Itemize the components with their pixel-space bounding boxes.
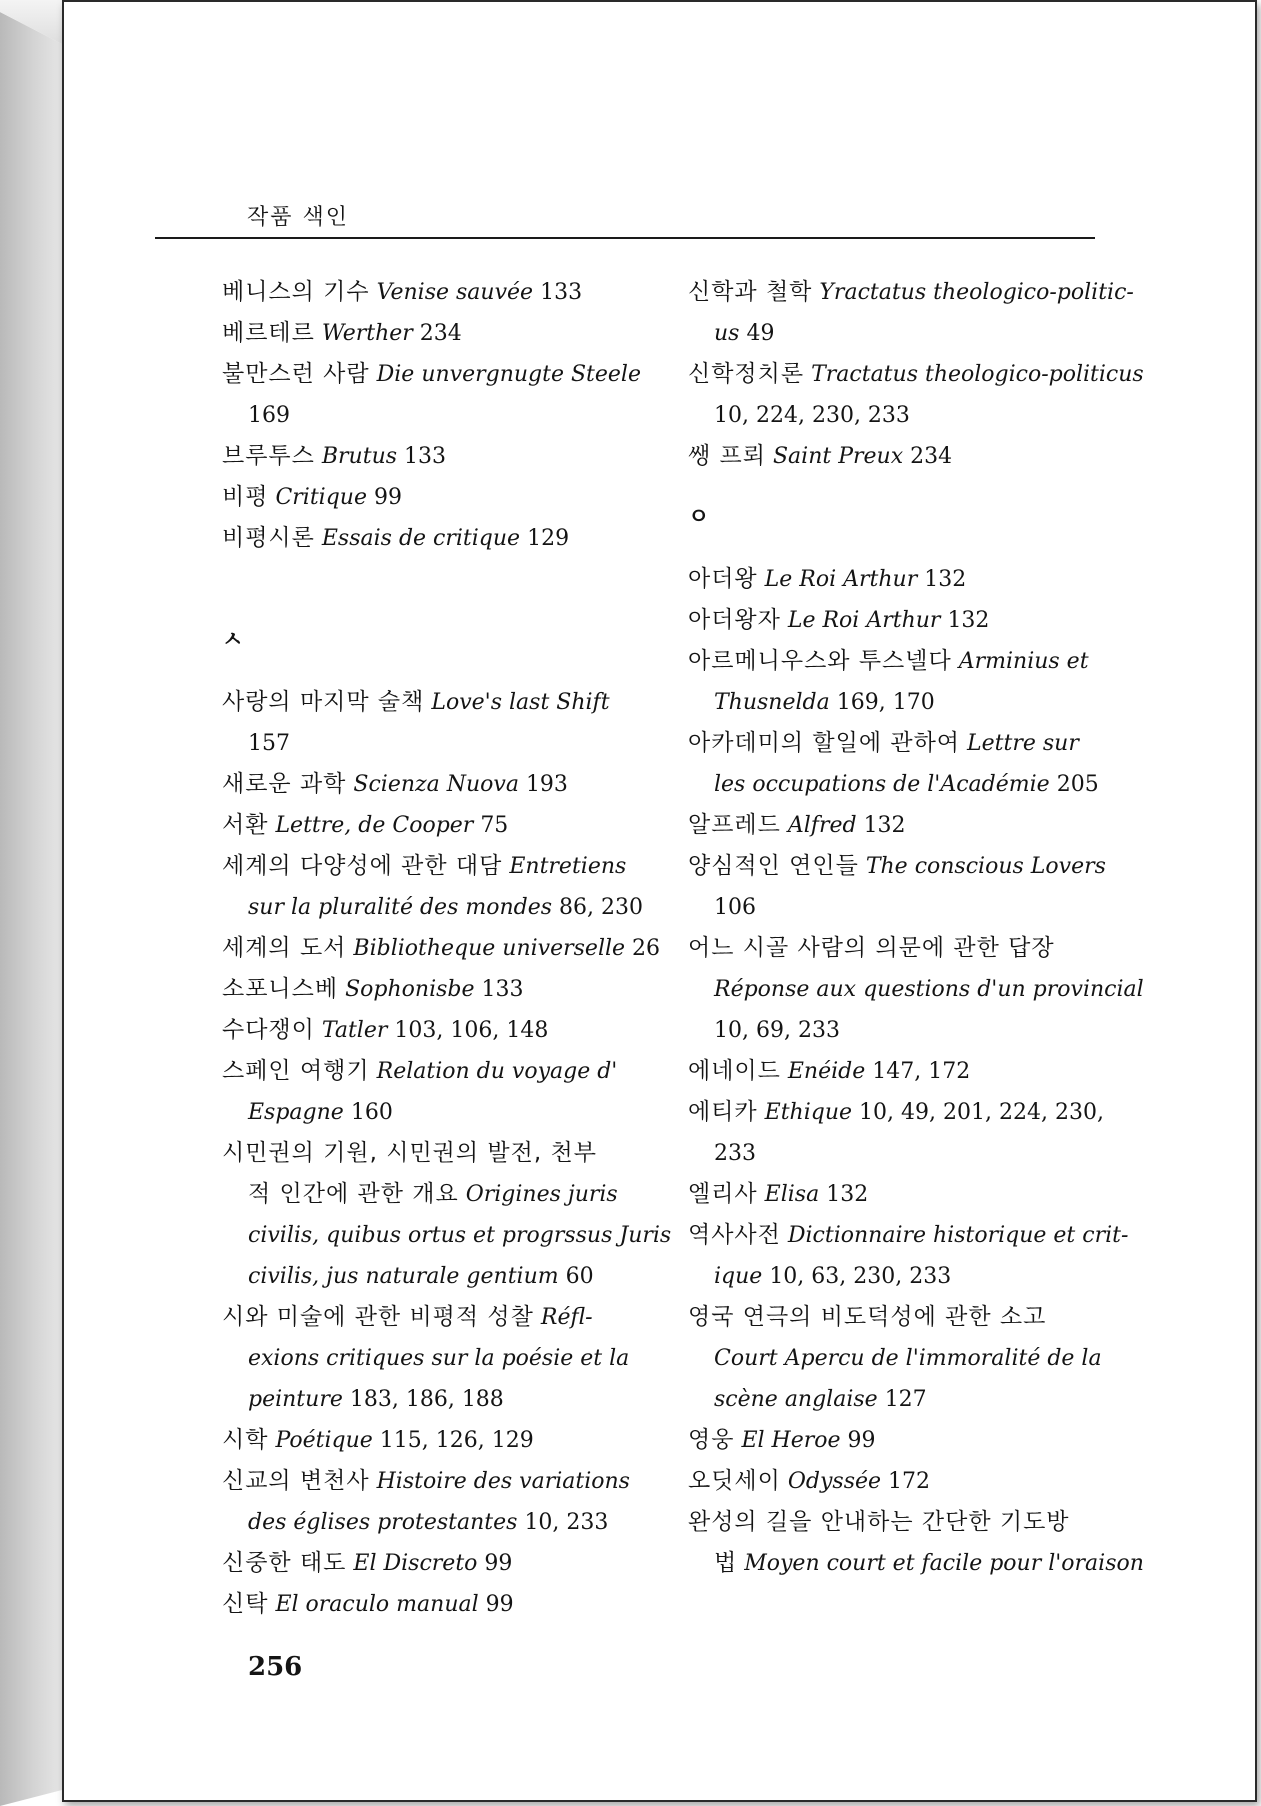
korean-title: 신학정치론 (688, 361, 805, 387)
page-references: 132 (863, 813, 906, 838)
original-title: civilis, jus naturale gentium (248, 1264, 559, 1289)
page-references: 10, 69, 233 (714, 1018, 840, 1043)
page-references: 169 (248, 403, 290, 428)
original-title: Tatler (321, 1018, 388, 1043)
index-entry-line (222, 1133, 632, 1174)
index-entry (222, 764, 632, 805)
index-entry (222, 1461, 632, 1543)
index-entry-line (222, 1379, 632, 1420)
index-entry-line (222, 436, 632, 477)
section-letter-siot: ㅅ (222, 628, 244, 653)
index-entry (688, 1502, 1144, 1584)
original-title: Ethique (764, 1100, 853, 1125)
korean-title: 쌩 프뢰 (688, 443, 766, 469)
index-entry (688, 600, 1100, 641)
original-title: Réfl- (540, 1305, 593, 1330)
index-entry-line (688, 1297, 1100, 1338)
index-entry (688, 272, 1134, 354)
index-entry-line (688, 1379, 1100, 1420)
original-title: Die unvergnugte Steele (376, 362, 641, 387)
page-references: 49 (746, 321, 775, 346)
original-title: sur la pluralité des mondes (248, 895, 553, 920)
korean-title: 베니스의 기수 (222, 279, 370, 305)
original-title: Essais de critique (321, 526, 521, 551)
index-entry-line (222, 805, 632, 846)
original-title: Scienza Nuova (353, 772, 519, 797)
korean-title: 영웅 (688, 1427, 735, 1453)
right-column (688, 272, 1144, 1584)
korean-title: 베르테르 (222, 320, 315, 346)
index-entry-line (222, 723, 632, 764)
korean-title: 소포니스베 (222, 976, 339, 1002)
right-entries-section (688, 559, 1144, 1584)
index-entry-line (688, 764, 1100, 805)
index-entry-line (222, 1338, 632, 1379)
korean-title: 오딧세이 (688, 1468, 781, 1494)
original-title: Court Apercu de l'immoralité de la (714, 1346, 1102, 1371)
index-entry (222, 1543, 632, 1584)
left-column (222, 272, 672, 1625)
original-title: les occupations de l'Académie (714, 772, 1050, 797)
korean-title: 적 인간에 관한 개요 (248, 1181, 459, 1207)
original-title: El Heroe (741, 1428, 841, 1453)
index-entry-line (222, 313, 632, 354)
korean-title: 스페인 여행기 (222, 1058, 370, 1084)
index-entry (222, 477, 632, 518)
left-entries-top (222, 272, 641, 559)
page-references: 183, 186, 188 (349, 1387, 504, 1412)
korean-title: 역사사전 (688, 1222, 781, 1248)
index-entry-line (688, 272, 1134, 313)
index-entry-line (688, 641, 1100, 682)
korean-title: 아르메니우스와 투스넬다 (688, 648, 952, 674)
korean-title: 시민권의 기원, 시민권의 발전, 천부 (222, 1140, 597, 1166)
page-references: 132 (826, 1182, 869, 1207)
original-title: ique (714, 1264, 763, 1289)
index-entry-line (222, 928, 661, 969)
index-entry (222, 682, 632, 764)
index-entry (688, 1092, 1104, 1174)
index-entry-line (222, 1215, 672, 1256)
page-references: 99 (373, 485, 402, 510)
korean-title: 새로운 과학 (222, 771, 347, 797)
original-title: Le Roi Arthur (787, 608, 941, 633)
korean-title: 법 (714, 1550, 738, 1576)
index-entry-line (222, 887, 643, 928)
page-references: 132 (947, 608, 990, 633)
page-references: 133 (540, 280, 583, 305)
page-references: 60 (565, 1264, 594, 1289)
index-entry-line (688, 1338, 1100, 1379)
index-entry-line (222, 969, 632, 1010)
original-title: Arminius et (958, 649, 1089, 674)
index-entry-line (688, 1215, 1129, 1256)
index-entry-line (688, 559, 1100, 600)
index-entry-line (688, 1010, 1100, 1051)
original-title: Poétique (275, 1428, 373, 1453)
original-title: Odyssée (787, 1469, 882, 1494)
original-title: exions critiques sur la poésie et la (248, 1346, 630, 1371)
index-entry-line (222, 1092, 632, 1133)
original-title: Entretiens (509, 854, 627, 879)
index-entry (688, 641, 1100, 723)
index-entry (688, 805, 1100, 846)
index-entry (222, 846, 643, 928)
korean-title: 알프레드 (688, 812, 781, 838)
index-entry (222, 354, 641, 436)
korean-title: 서환 (222, 812, 269, 838)
korean-title: 시와 미술에 관한 비평적 성찰 (222, 1304, 534, 1330)
korean-title: 비평시론 (222, 525, 315, 551)
original-title: peinture (248, 1387, 343, 1412)
index-entry-line (222, 477, 632, 518)
index-entry (688, 559, 1100, 600)
original-title: Lettre sur (967, 731, 1079, 756)
original-title: Alfred (787, 813, 857, 838)
index-entry-line (222, 1174, 632, 1215)
page-number: 256 (248, 1652, 303, 1682)
index-entry-line (222, 1461, 632, 1502)
original-title: Lettre, de Cooper (275, 813, 474, 838)
original-title: Thusnelda (714, 690, 830, 715)
korean-title: 양심적인 연인들 (688, 853, 859, 879)
page-references: 99 (485, 1592, 514, 1617)
korean-title: 사랑의 마지막 술책 (222, 689, 425, 715)
original-title: Espagne (248, 1100, 344, 1125)
index-entry (688, 1297, 1100, 1420)
index-entry-line (688, 969, 1144, 1010)
page-references: 10, 63, 230, 233 (769, 1264, 952, 1289)
page-references: 133 (404, 444, 447, 469)
index-entry (688, 436, 1100, 477)
index-entry (222, 518, 632, 559)
page-references: 75 (480, 813, 509, 838)
header-title: 작품 색인 (247, 205, 350, 230)
original-title: Le Roi Arthur (764, 567, 918, 592)
original-title: Réponse aux questions d'un provincial (714, 977, 1144, 1002)
index-entry-line (222, 764, 632, 805)
index-entry (688, 1215, 1129, 1297)
korean-title: 신중한 태도 (222, 1550, 347, 1576)
korean-title: 브루투스 (222, 443, 315, 469)
index-entry-line (222, 1543, 632, 1584)
index-entry (688, 354, 1144, 436)
index-entry (222, 805, 632, 846)
running-header (155, 200, 1095, 239)
index-entry (688, 1051, 1100, 1092)
index-entry (688, 846, 1106, 928)
korean-title: 시학 (222, 1427, 269, 1453)
index-entry-line (688, 846, 1106, 887)
page-references: 234 (419, 321, 462, 346)
page-references: 169, 170 (836, 690, 935, 715)
index-entry-line (222, 846, 632, 887)
index-entry-line (222, 1051, 632, 1092)
page-references: 106 (714, 895, 756, 920)
page-references: 157 (248, 731, 290, 756)
korean-title: 아더왕 (688, 566, 758, 592)
index-entry-line (688, 805, 1100, 846)
index-entry-line (688, 1461, 1100, 1502)
original-title: Love's last Shift (431, 690, 610, 715)
korean-title: 신학과 철학 (688, 279, 813, 305)
index-entry-line (222, 1502, 632, 1543)
index-entry (688, 1174, 1100, 1215)
index-entry-line (222, 682, 632, 723)
page-references: 160 (350, 1100, 393, 1125)
index-entry-line (688, 1420, 1100, 1461)
original-title: Dictionnaire historique et crit- (787, 1223, 1129, 1248)
page-references: 193 (525, 772, 568, 797)
page-references: 132 (924, 567, 967, 592)
original-title: Tractatus theologico-politicus (811, 362, 1144, 387)
index-entry (222, 436, 632, 477)
original-title: Elisa (764, 1182, 820, 1207)
korean-title: 아카데미의 할일에 관하여 (688, 730, 961, 756)
original-title: Venise sauvée (376, 280, 534, 305)
korean-title: 수다쟁이 (222, 1017, 315, 1043)
original-title: Enéide (787, 1059, 866, 1084)
page-references: 10, 224, 230, 233 (714, 403, 910, 428)
index-entry-line (688, 1051, 1100, 1092)
index-entry-line (688, 723, 1100, 764)
index-entry-line (688, 313, 1100, 354)
index-entry-line (688, 395, 1100, 436)
index-entry-line (688, 1502, 1100, 1543)
original-title: El Discreto (353, 1551, 478, 1576)
book-spine (0, 0, 62, 1806)
index-entry (222, 272, 632, 313)
index-entry-line (688, 1133, 1100, 1174)
index-entry-line (688, 1543, 1144, 1584)
index-entry-line (688, 887, 1100, 928)
korean-title: 완성의 길을 안내하는 간단한 기도방 (688, 1509, 1070, 1535)
index-entry (222, 313, 632, 354)
index-entry (688, 1461, 1100, 1502)
right-entries-top (688, 272, 1144, 477)
page-references: 233 (714, 1141, 756, 1166)
korean-title: 영국 연극의 비도덕성에 관한 소고 (688, 1304, 1047, 1330)
page-references: 99 (484, 1551, 513, 1576)
original-title: Moyen court et facile pour l'oraison (744, 1551, 1144, 1576)
korean-title: 에티카 (688, 1099, 758, 1125)
index-entry-line (222, 272, 632, 313)
index-entry-line (222, 1256, 632, 1297)
section-gap (222, 559, 632, 600)
index-entry-line (688, 436, 1100, 477)
index-entry-line (688, 354, 1144, 395)
korean-title: 신탁 (222, 1591, 269, 1617)
page-references: 115, 126, 129 (379, 1428, 534, 1453)
korean-title: 아더왕자 (688, 607, 781, 633)
index-entry-line (222, 1420, 632, 1461)
index-entry-line (688, 1092, 1104, 1133)
index-entry-line (688, 1174, 1100, 1215)
page-references: 103, 106, 148 (394, 1018, 549, 1043)
original-title: des églises protestantes (248, 1510, 518, 1535)
page-references: 10, 49, 201, 224, 230, (859, 1100, 1104, 1125)
page-references: 10, 233 (524, 1510, 609, 1535)
index-entry-line (688, 928, 1100, 969)
index-entry-line (222, 395, 632, 436)
original-title: us (714, 321, 740, 346)
index-entry (222, 1420, 632, 1461)
page-references: 234 (910, 444, 953, 469)
index-entry-line (222, 518, 632, 559)
index-entry-line (222, 1010, 632, 1051)
index-entry-line (688, 682, 1100, 723)
original-title: Origines juris (465, 1182, 618, 1207)
page-references: 26 (632, 936, 661, 961)
korean-title: 엘리사 (688, 1181, 758, 1207)
index-entry (222, 928, 661, 969)
original-title: El oraculo manual (275, 1592, 479, 1617)
page-references: 127 (884, 1387, 927, 1412)
index-entry-line (222, 1297, 632, 1338)
page-references: 133 (481, 977, 524, 1002)
page-references: 147, 172 (872, 1059, 971, 1084)
korean-title: 세계의 다양성에 관한 대담 (222, 853, 503, 879)
korean-title: 세계의 도서 (222, 935, 347, 961)
left-entries-section (222, 682, 672, 1625)
korean-title: 에네이드 (688, 1058, 781, 1084)
korean-title: 신교의 변천사 (222, 1468, 370, 1494)
page-references: 172 (888, 1469, 931, 1494)
page-references: 205 (1056, 772, 1099, 797)
page-references: 99 (847, 1428, 876, 1453)
original-title: Histoire des variations (376, 1469, 630, 1494)
index-entry (222, 1584, 632, 1625)
section-letter-ieung: ㅇ (688, 505, 710, 530)
index-entry (688, 723, 1100, 805)
korean-title: 어느 시골 사람의 의문에 관한 답장 (688, 935, 1055, 961)
original-title: Relation du voyage d' (376, 1059, 618, 1084)
original-title: Critique (275, 485, 367, 510)
original-title: civilis, quibus ortus et progrssus Juris (248, 1223, 672, 1248)
index-entry-line (688, 1256, 1100, 1297)
page-references: 129 (527, 526, 570, 551)
index-entry-line (222, 1584, 632, 1625)
original-title: Sophonisbe (345, 977, 475, 1002)
original-title: Saint Preux (772, 444, 904, 469)
original-title: Werther (321, 321, 413, 346)
index-entry (222, 1010, 632, 1051)
page-references: 86, 230 (559, 895, 643, 920)
index-entry-line (222, 354, 641, 395)
original-title: Bibliotheque universelle (353, 936, 626, 961)
index-entry (222, 1051, 632, 1133)
korean-title: 비평 (222, 484, 269, 510)
original-title: Brutus (321, 444, 398, 469)
index-entry (222, 969, 632, 1010)
korean-title: 불만스런 사람 (222, 361, 370, 387)
index-entry (688, 928, 1144, 1051)
index-entry (688, 1420, 1100, 1461)
index-entry (222, 1297, 632, 1420)
index-entry-line (688, 600, 1100, 641)
index-entry (222, 1133, 672, 1297)
original-title: Yractatus theologico-politic- (819, 280, 1134, 305)
original-title: scène anglaise (714, 1387, 878, 1412)
original-title: The conscious Lovers (865, 854, 1106, 879)
